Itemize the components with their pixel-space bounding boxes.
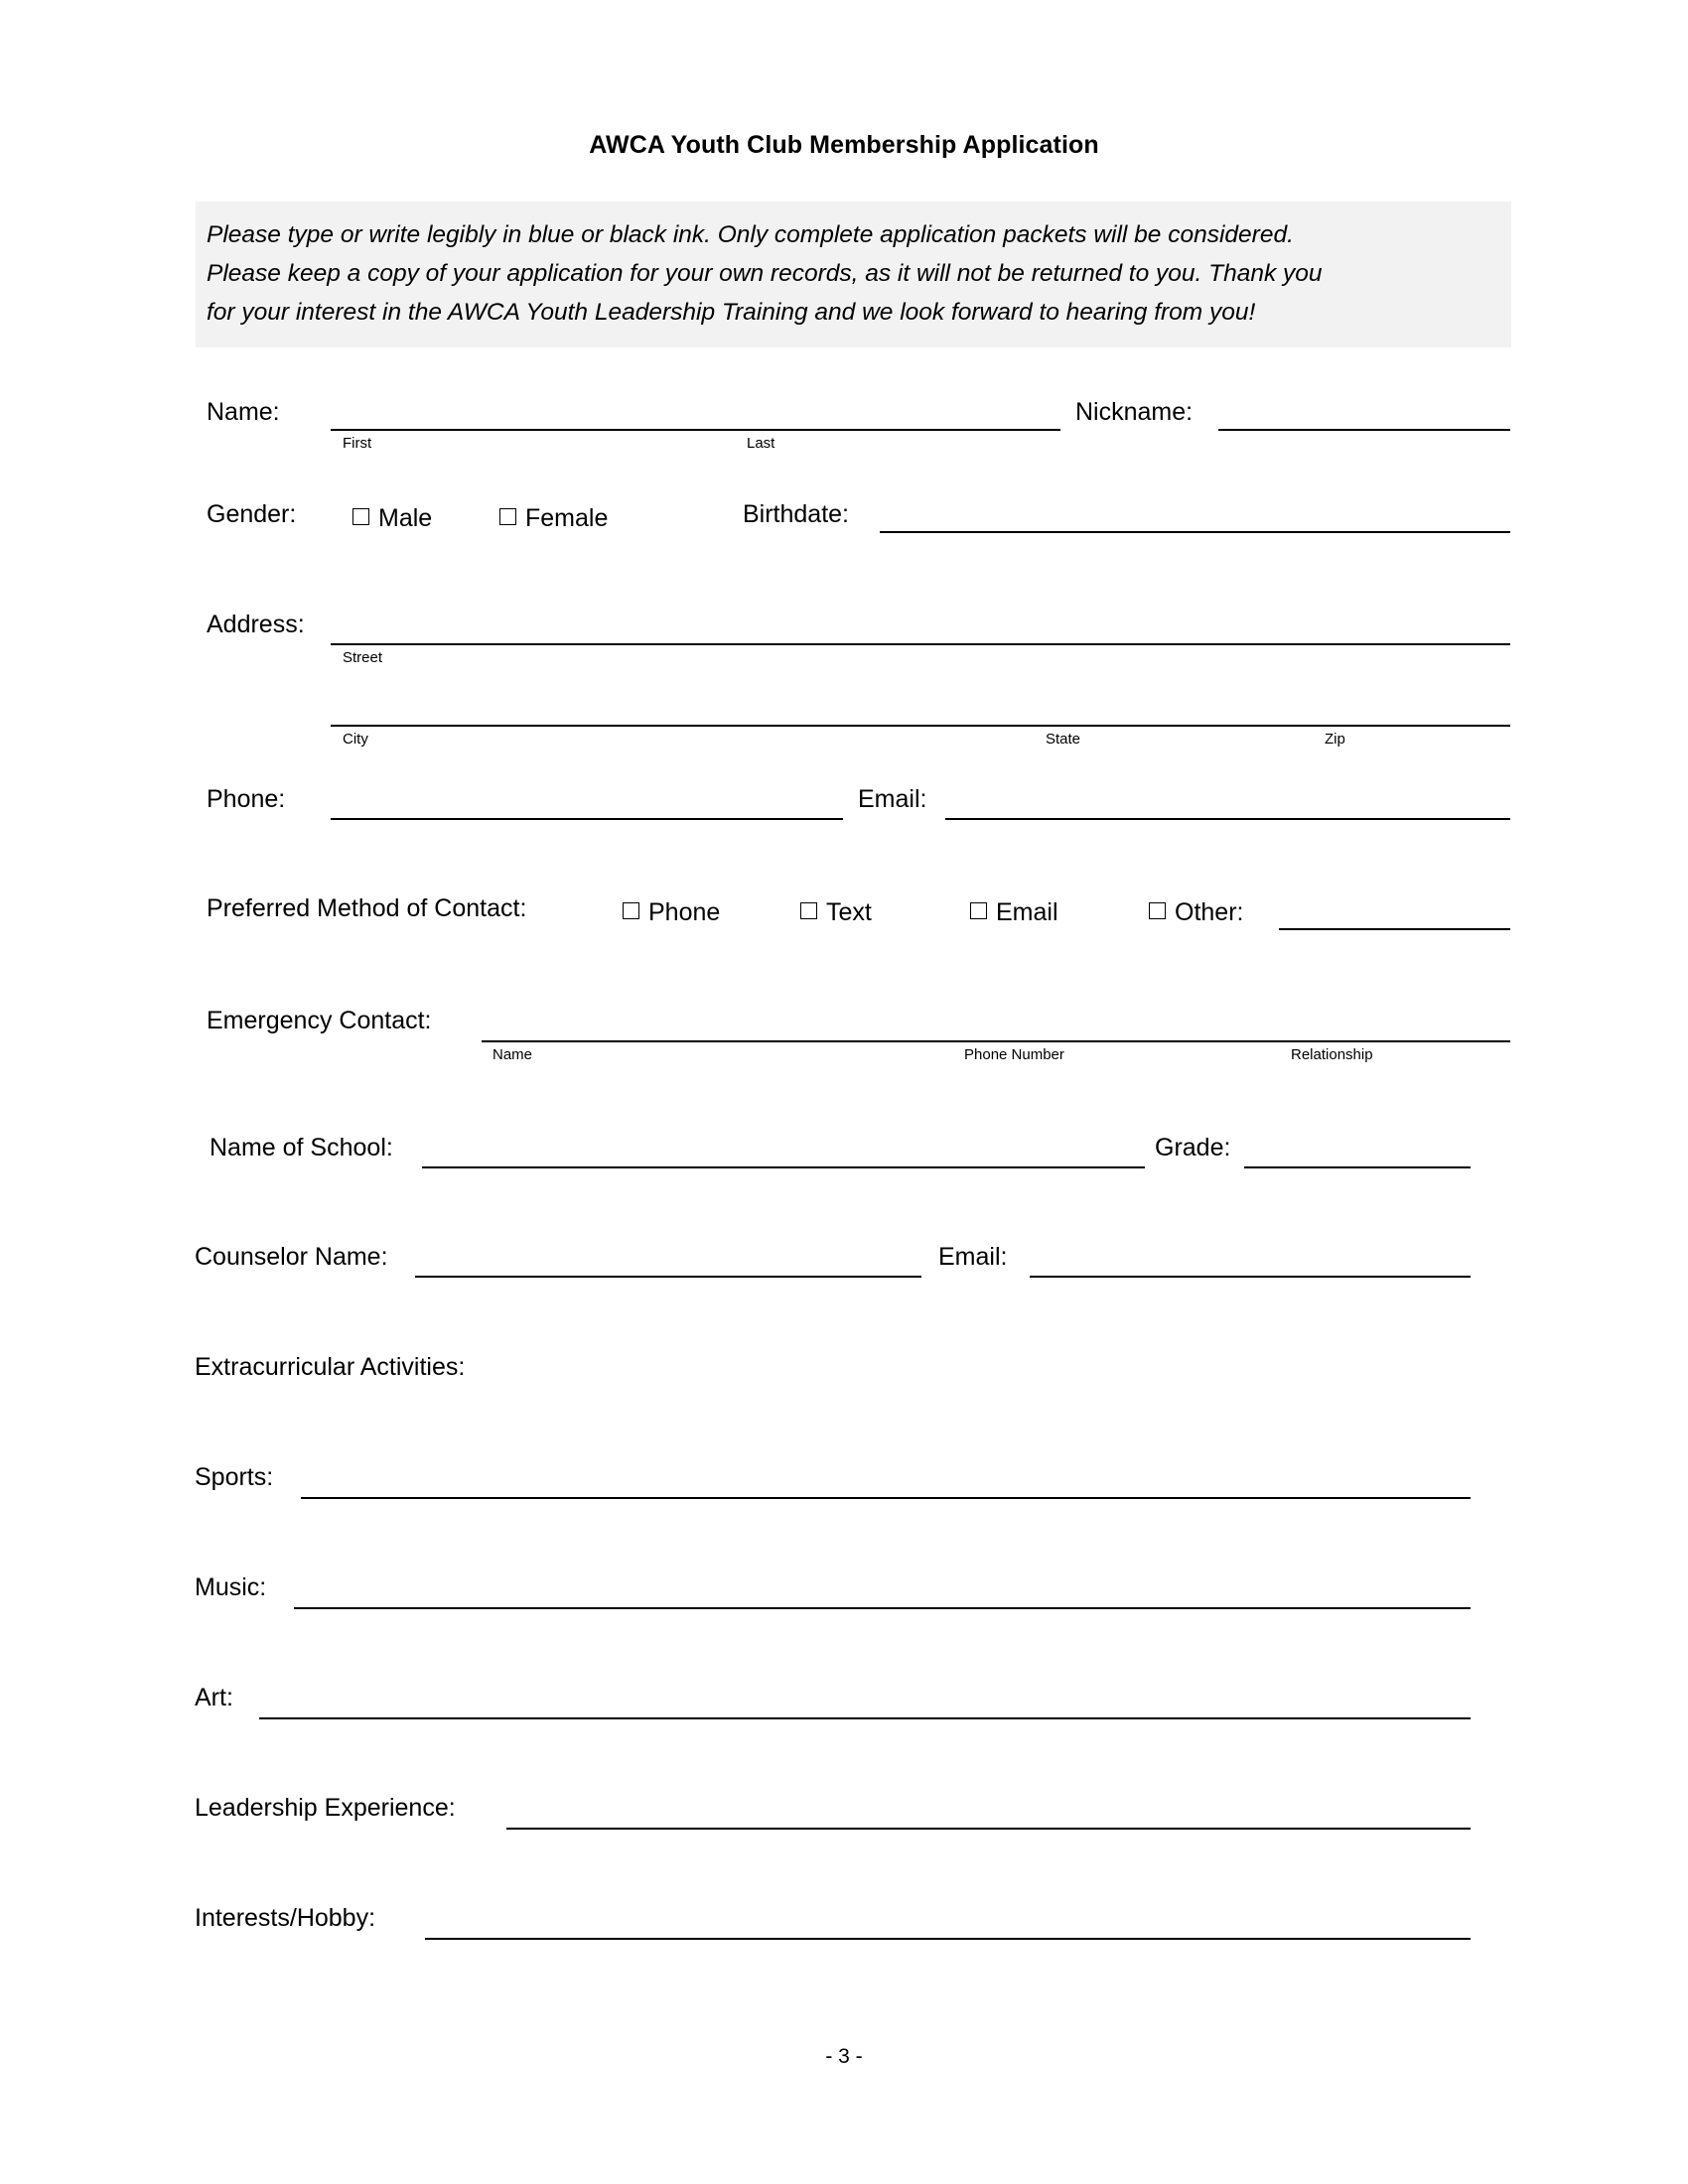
- sports-label: Sports:: [195, 1463, 274, 1491]
- address-street-input-line[interactable]: [331, 643, 1510, 645]
- preferred-contact-label: Preferred Method of Contact:: [207, 894, 527, 922]
- sports-input-line[interactable]: [301, 1497, 1471, 1499]
- gender-label: Gender:: [207, 500, 297, 528]
- checkbox-icon[interactable]: [499, 508, 516, 525]
- name-first-sublabel: First: [343, 435, 372, 452]
- instructions-line-2: Please keep a copy of your application for your own records, as it will not be returned to you. Thank you: [207, 260, 1323, 287]
- address-city-sublabel: City: [343, 731, 368, 748]
- music-label: Music:: [195, 1573, 267, 1601]
- preferred-contact-option-other-label: Other:: [1175, 898, 1244, 926]
- instructions-box: [196, 202, 1511, 347]
- address-label: Address:: [207, 611, 305, 638]
- nickname-input-line[interactable]: [1218, 429, 1510, 431]
- emergency-contact-label: Emergency Contact:: [207, 1007, 432, 1034]
- email-input-line[interactable]: [945, 818, 1510, 820]
- counselor-email-label: Email:: [938, 1243, 1008, 1271]
- checkbox-icon[interactable]: [623, 902, 639, 919]
- emergency-contact-relationship-sublabel: Relationship: [1291, 1046, 1373, 1063]
- birthdate-label: Birthdate:: [743, 500, 850, 528]
- grade-input-line[interactable]: [1244, 1166, 1471, 1168]
- counselor-email-input-line[interactable]: [1030, 1276, 1471, 1278]
- address-state-sublabel: State: [1046, 731, 1081, 748]
- name-input-line[interactable]: [331, 429, 1060, 431]
- checkbox-icon[interactable]: [1149, 902, 1166, 919]
- preferred-contact-option-phone[interactable]: [623, 898, 720, 927]
- art-label: Art:: [195, 1684, 233, 1711]
- checkbox-icon[interactable]: [970, 902, 987, 919]
- name-last-sublabel: Last: [747, 435, 775, 452]
- instructions-line-1: Please type or write legibly in blue or black ink. Only complete application packets will be considered.: [207, 221, 1294, 248]
- emergency-contact-phone-sublabel: Phone Number: [964, 1046, 1064, 1063]
- checkbox-icon[interactable]: [352, 508, 369, 525]
- page-number: - 3 -: [825, 2045, 863, 2068]
- gender-option-female-label: Female: [525, 504, 609, 532]
- phone-label: Phone:: [207, 785, 286, 813]
- preferred-contact-other-input-line[interactable]: [1279, 928, 1510, 930]
- preferred-contact-option-phone-label: Phone: [648, 898, 721, 926]
- leadership-label: Leadership Experience:: [195, 1794, 456, 1822]
- gender-option-female[interactable]: [499, 504, 608, 533]
- preferred-contact-option-email[interactable]: [970, 898, 1058, 927]
- birthdate-input-line[interactable]: [880, 531, 1510, 533]
- grade-label: Grade:: [1155, 1134, 1231, 1161]
- leadership-input-line[interactable]: [506, 1828, 1471, 1830]
- extracurricular-heading: Extracurricular Activities:: [195, 1353, 466, 1381]
- address-street-sublabel: Street: [343, 649, 383, 666]
- music-input-line[interactable]: [294, 1607, 1471, 1609]
- name-label: Name:: [207, 398, 280, 426]
- school-label: Name of School:: [210, 1134, 393, 1161]
- preferred-contact-option-text-label: Text: [826, 898, 872, 926]
- preferred-contact-option-email-label: Email: [996, 898, 1058, 926]
- page-title: AWCA Youth Club Membership Application: [589, 131, 1099, 159]
- preferred-contact-option-text[interactable]: [800, 898, 872, 927]
- school-input-line[interactable]: [422, 1166, 1145, 1168]
- address-zip-sublabel: Zip: [1325, 731, 1345, 748]
- gender-option-male[interactable]: [352, 504, 432, 533]
- email-label: Email:: [858, 785, 927, 813]
- gender-option-male-label: Male: [378, 504, 433, 532]
- nickname-label: Nickname:: [1075, 398, 1194, 426]
- emergency-contact-name-sublabel: Name: [492, 1046, 533, 1063]
- counselor-name-input-line[interactable]: [415, 1276, 921, 1278]
- preferred-contact-option-other[interactable]: [1149, 898, 1243, 927]
- interests-input-line[interactable]: [425, 1938, 1471, 1940]
- counselor-name-label: Counselor Name:: [195, 1243, 388, 1271]
- address-city-state-zip-input-line[interactable]: [331, 725, 1510, 727]
- instructions-line-3: for your interest in the AWCA Youth Leadership Training and we look forward to hearing from you!: [207, 299, 1256, 326]
- checkbox-icon[interactable]: [800, 902, 817, 919]
- art-input-line[interactable]: [259, 1717, 1471, 1719]
- interests-label: Interests/Hobby:: [195, 1904, 376, 1932]
- phone-input-line[interactable]: [331, 818, 843, 820]
- emergency-contact-input-line[interactable]: [482, 1040, 1510, 1042]
